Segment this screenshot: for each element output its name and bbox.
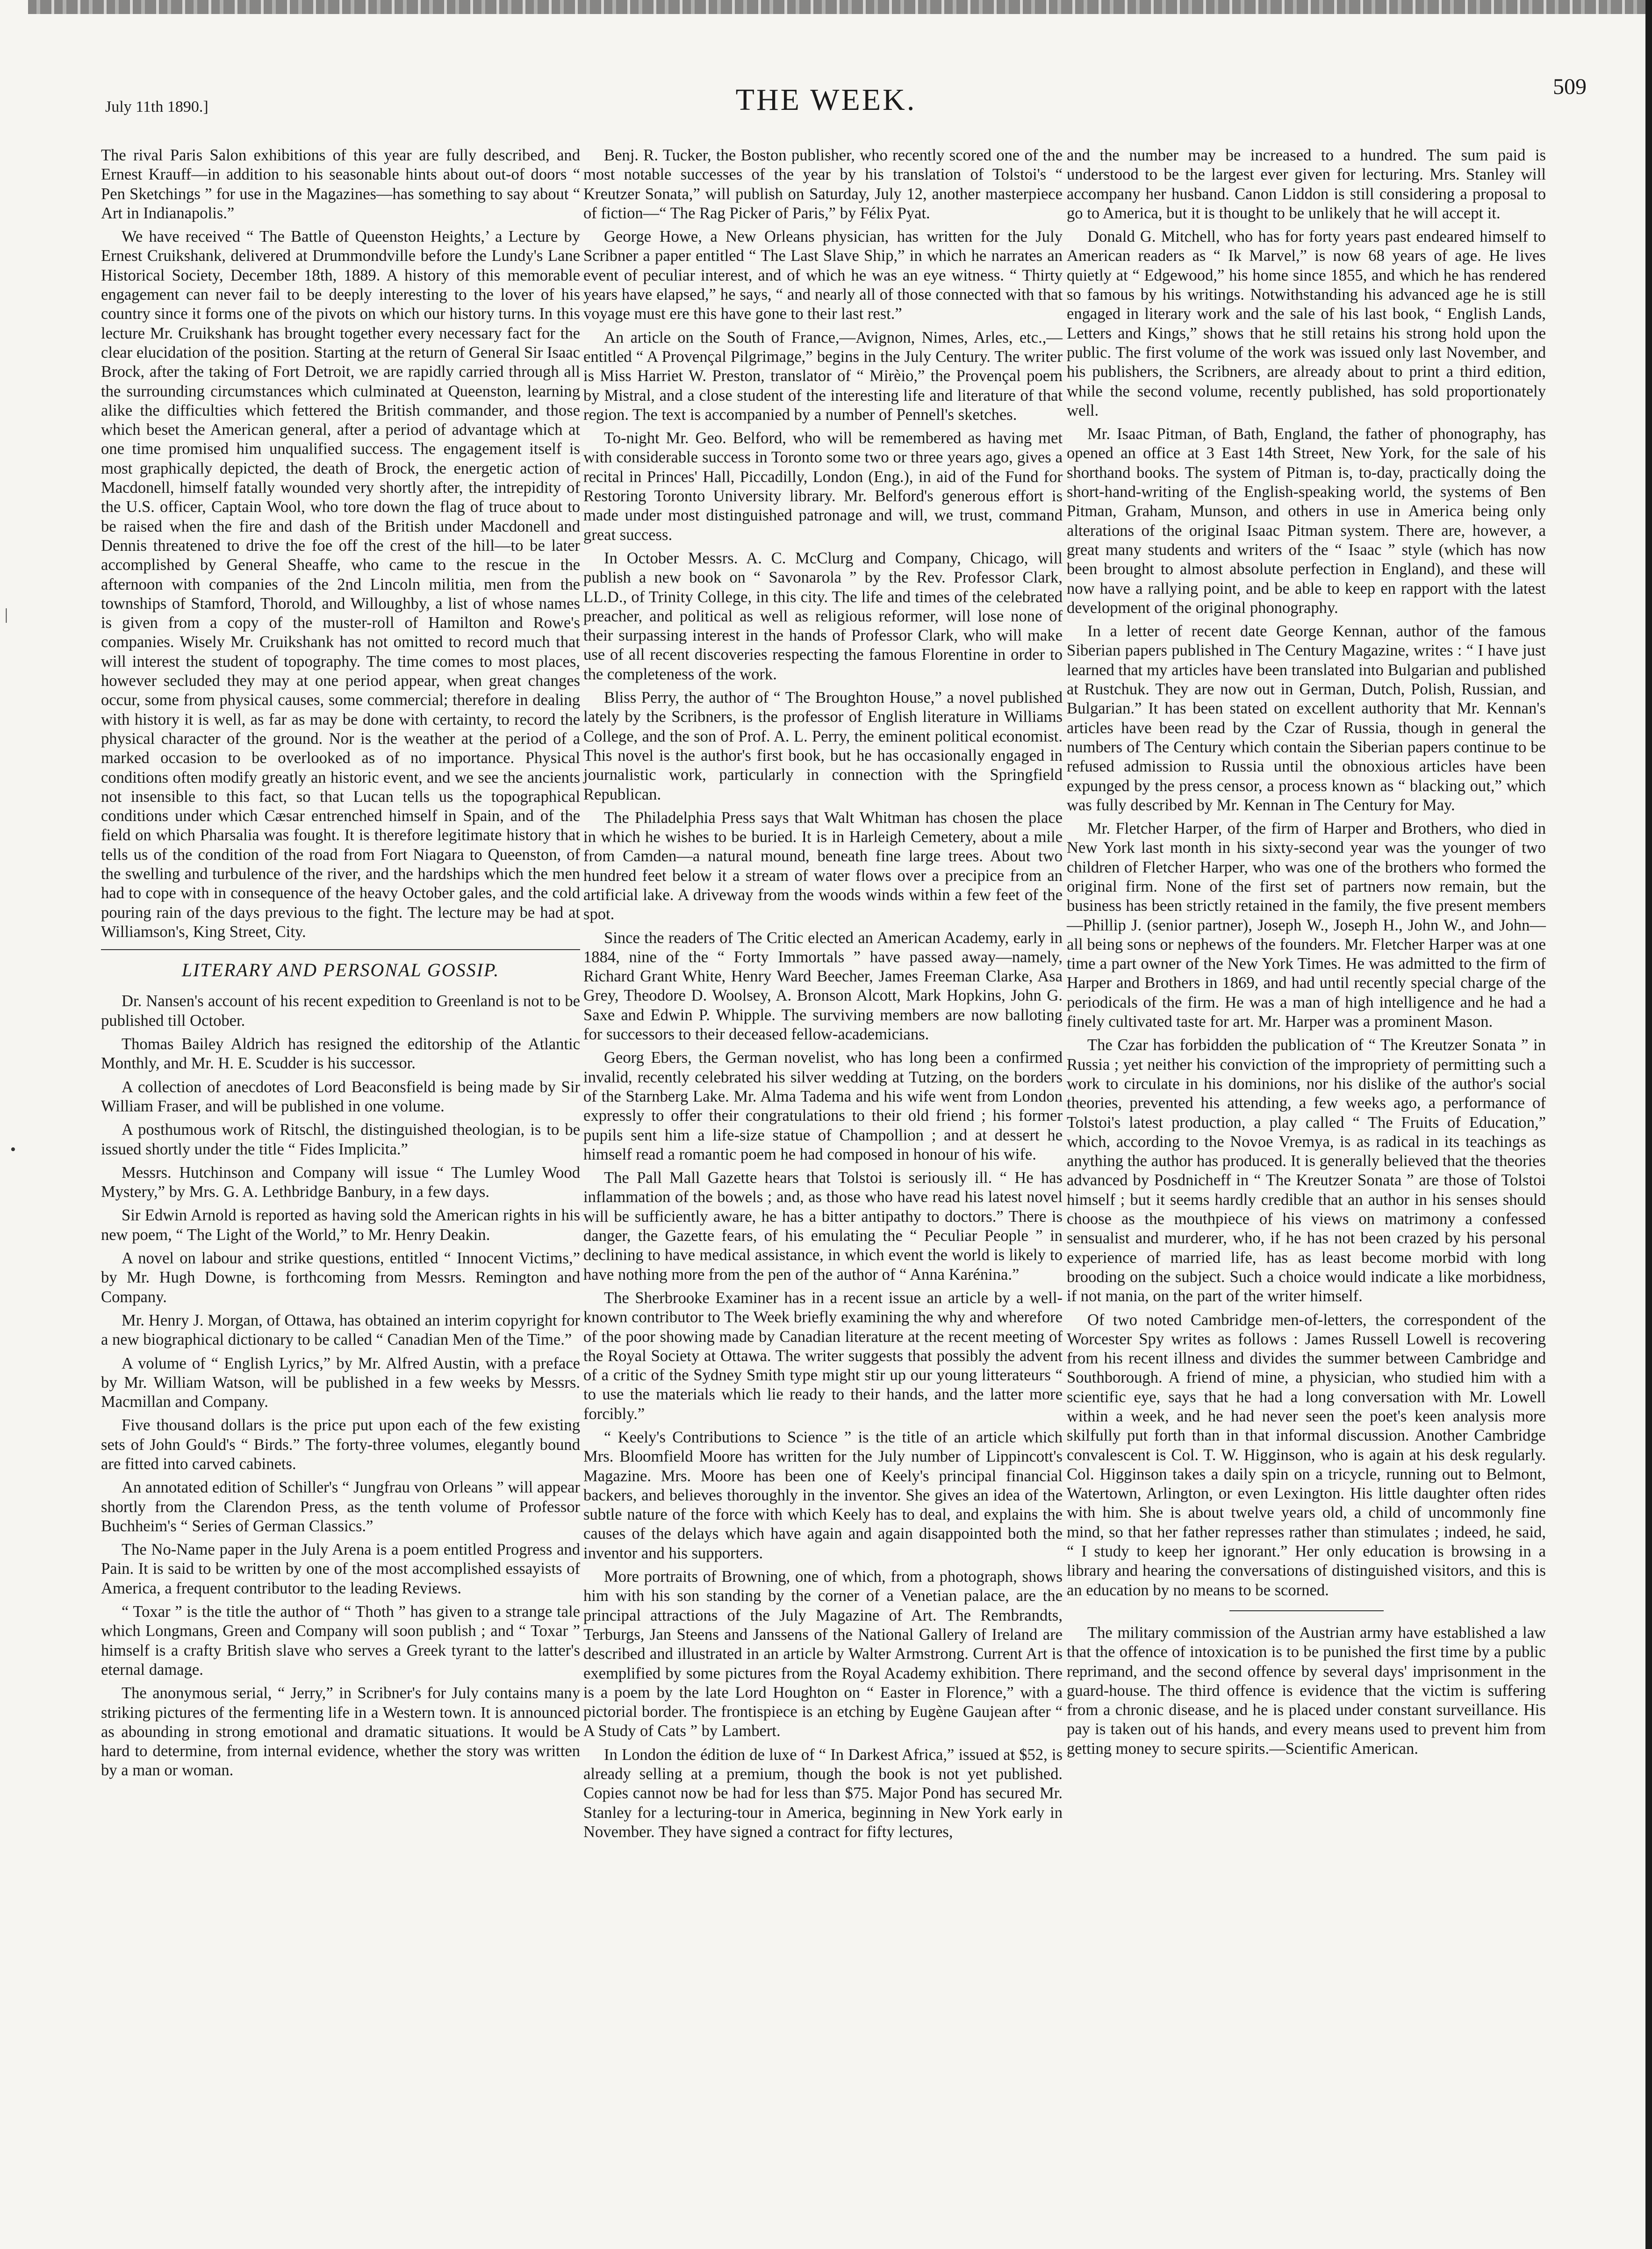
page-number: 509 — [1553, 74, 1587, 99]
paragraph: and the number may be increased to a hundred. The sum paid is understood to be the largest ever given for lecturing. Mrs. Stanley will accompany her husband. Canon Liddon is still considering a proposal to go to America, but it is thought to be unlikely that he will accept it. — [1067, 146, 1546, 222]
paragraph: In London the édition de luxe of “ In Darkest Africa,” issued at $52, is already selling at a premium, though the book is not yet published. Copies cannot now be had for less than $75. Major Pond has secured Mr. Stanley for a lecturing-tour in America, beginning in New York early in November. They have signed a contract for fifty lectures, — [583, 1745, 1063, 1841]
page-right-edge — [1645, 0, 1652, 2249]
paragraph: In a letter of recent date George Kennan, author of the famous Siberian papers published in The Century Magazine, writes : “ I have just learned that my articles have been translated into Bulgarian and published at Rustchuk. They are now out in German, Dutch, Polish, Russian, and Bulgarian.” It has been stated on excellent authority that Mr. Kennan's articles have been read by the Czar of Russia, though in general the numbers of The Century which contain the Siberian papers continue to be refused admission to Russia until the obnoxious articles have been expunged by the press censor, a process known as “ blacking out,” which was fully described by Mr. Kennan in The Century for May. — [1067, 622, 1546, 814]
paragraph: Thomas Bailey Aldrich has resigned the editorship of the Atlantic Monthly, and Mr. H. E. Scudder is his successor. — [101, 1035, 580, 1073]
margin-mark: • — [10, 1141, 16, 1158]
paragraph: Donald G. Mitchell, who has for forty years past endeared himself to American readers as “ Ik Marvel,” is now 68 years of age. He lives quietly at “ Edgewood,” his home since 1855, and which he has rendered so famous by his writings. Notwithstanding his advanced age he is still engaged in literary work and the sale of his last book, “ English Lands, Letters and Kings,” shows that he still retains his strong hold upon the public. The first volume of the work was issued only last November, and his publishers, the Scribners, are already about to print a third edition, while the second volume, recently published, has sold proportionately well. — [1067, 228, 1546, 419]
column-3 — [1067, 146, 1546, 1763]
paragraph: Mr. Henry J. Morgan, of Ottawa, has obtained an interim copyright for a new biographical dictionary to be called “ Canadian Men of the Time.” — [101, 1311, 580, 1349]
paragraph: We have received “ The Battle of Queenston Heights,’ a Lecture by Ernest Cruikshank, delivered at Drummondville before the Lundy's Lane Historical Society, December 18th, 1889. A history of this memorable engagement can never fail to be deeply interesting to the lover of his country since it forms one of the pivots on which our history turns. In this lecture Mr. Cruikshank has brought together every necessary fact for the clear elucidation of the position. Starting at the return of General Sir Isaac Brock, after the taking of Fort Detroit, we are rapidly carried through all the surrounding circumstances which culminated at Queenston, learning alike the difficulties which fettered the British commander, and those which beset the American general, after a period of advantage which at one time promised him unqualified success. The engagement itself is most graphically depicted, the death of Brock, the energetic action of Macdonell, himself fatally wounded very shortly after, the intrepidity of the U.S. officer, Captain Wool, who tore down the flag of truce about to be raised when the fire and dash of the British under Macdonell and Dennis threatened to drive the foe off the crest of the hill—to be later accomplished by General Sheaffe, who came to the rescue in the afternoon with companies of the 2nd Lincoln militia, men from the townships of Stamford, Thorold, and Willoughby, a list of whose names is given from a copy of the muster-roll of Hamilton and Rowe's companies. Wisely Mr. Cruikshank has not omitted to record much that will interest the student of topography. The time comes to most places, however secluded they may at one period appear, when great changes occur, some from physical causes, some commercial; therefore in dealing with history it is well, as far as may be done with certainty, to record the physical character of the ground. Nor is the weather at the period of a marked occasion to be overlooked as of no importance. Physical conditions often modify greatly an historic event, and we see the ancients not insensible to this fact, so that Lucan tells us the topographical conditions under which Cæsar entrenched himself in Spain, and of the field on which Pharsalia was fought. It is therefore legitimate history that tells us of the condition of the road from Fort Niagara to Queenston, of the swelling and turbulence of the river, and the hardships which the men had to cope with in consequence of the heavy October gales, and the cold pouring rain of the days previous to the fight. The lecture may be had at Williamson's, King Street, City. — [101, 228, 580, 941]
paragraph: The Czar has forbidden the publication of “ The Kreutzer Sonata ” in Russia ; yet neither his conviction of the impropriety of permitting such a work to circulate in his dominions, nor his dislike of the author's social theories, prevented his attending, a few weeks ago, a performance of Tolstoi's latest production, a play called “ The Fruits of Education,” which, according to the Novoe Vremya, is as radical in its teachings as anything the author has produced. It is generally believed that the theories advanced by Posdnicheff in “ The Kreutzer Sonata ” are those of Tolstoi himself ; but it seems hardly credible that an author in his senses should choose as the mouthpiece of his views on matrimony a confessed sensualist and murderer, who, if he has not been crazed by his personal experience of married life, has as least become morbid with long brooding on the subject. Such a choice would indicate a like morbidness, if not mania, on the part of the writer himself. — [1067, 1036, 1546, 1305]
paragraph: Georg Ebers, the German novelist, who has long been a confirmed invalid, recently celebrated his silver wedding at Tutzing, on the borders of the Starnberg Lake. Mr. Alma Tadema and his wife went from London expressly to offer their congratulations to their old friend ; his former pupils sent him a life-size statue of Champollion ; and at dessert he himself read a romantic poem he had composed in honour of his wife. — [583, 1049, 1063, 1163]
paragraph: “ Toxar ” is the title the author of “ Thoth ” has given to a strange tale which Longmans, Green and Company will soon publish ; and “ Toxar ” himself is a crafty British slave who serves a Greek tyrant to the latter's eternal damage. — [101, 1603, 580, 1679]
paragraph: George Howe, a New Orleans physician, has written for the July Scribner a paper entitled “ The Last Slave Ship,” in which he narrates an event of peculiar interest, and of which he was an eye witness. “ Thirty years have elapsed,” he says, “ and nearly all of those connected with that voyage must ere this have gone to their last rest.” — [583, 228, 1063, 323]
paragraph: The Pall Mall Gazette hears that Tolstoi is seriously ill. “ He has inflammation of the bowels ; and, as those who have read his latest novel will be sufficiently aware, he has a bitter antipathy to doctors.” There is danger, the Gazette fears, of his emulating the “ Peculiar People ” in declining to have medical assistance, in which event the world is likely to have nothing more from the pen of the author of “ Anna Karénina.” — [583, 1169, 1063, 1283]
margin-mark: | — [5, 606, 8, 623]
paragraph: The No-Name paper in the July Arena is a poem entitled Progress and Pain. It is said to be written by one of the most accomplished essayists of America, a frequent contributor to the leading Reviews. — [101, 1541, 580, 1597]
paragraph: Bliss Perry, the author of “ The Broughton House,” a novel published lately by the Scribners, is the professor of English literature in Williams College, and the son of Prof. A. L. Perry, the eminent political economist. This novel is the author's first book, but he has occasionally engaged in journalistic work, particularly in connection with the Springfield Republican. — [583, 689, 1063, 803]
paragraph: Messrs. Hutchinson and Company will issue “ The Lumley Wood Mystery,” by Mrs. G. A. Lethbridge Banbury, in a few days. — [101, 1163, 580, 1201]
paragraph: Five thousand dollars is the price put upon each of the few existing sets of John Gould's “ Birds.” The forty-three volumes, elegantly bound are fitted into carved cabinets. — [101, 1416, 580, 1473]
paragraph: Since the readers of The Critic elected an American Academy, early in 1884, nine of the “ Forty Immortals ” have passed away—namely, Richard Grant White, Henry Ward Beecher, James Freeman Clarke, Asa Grey, Theodore D. Woolsey, A. Bronson Alcott, Mark Hopkins, John G. Saxe and Edwin P. Whipple. The surviving members are now balloting for successors to their deceased fellow-academicians. — [583, 929, 1063, 1044]
column-1 — [101, 146, 580, 1785]
issue-date: July 11th 1890.] — [105, 98, 208, 115]
paragraph: A novel on labour and strike questions, entitled “ Innocent Victims,” by Mr. Hugh Downe, is forthcoming from Messrs. Remington and Company. — [101, 1249, 580, 1306]
paragraph: In October Messrs. A. C. McClurg and Company, Chicago, will publish a new book on “ Savonarola ” by the Rev. Professor Clark, LL.D., of Trinity College, in this city. The life and times of the celebrated preacher, and political as well as religious reformer, will lose none of their surpassing interest in the hands of Professor Clark, who will make use of all recent discoveries respecting the famous Florentine in order to the completeness of the work. — [583, 549, 1063, 683]
paragraph: The Philadelphia Press says that Walt Whitman has chosen the place in which he wishes to be buried. It is in Harleigh Cemetery, about a mile from Camden—a natural mound, beneath fine large trees. About two hundred feet below it a stream of water flows over a precipice from an artificial lake. A driveway from the woods winds within a few feet of the spot. — [583, 808, 1063, 923]
paragraph: The Sherbrooke Examiner has in a recent issue an article by a well-known contributor to The Week briefly examining the why and wherefore of the poor showing made by Canadian literature at the recent meeting of the Royal Society at Ottawa. The writer suggests that possibly the advent of a critic of the Sydney Smith type might stir up our young litterateurs “ to use the materials which lie ready to their hands, and the latter more forcibly.” — [583, 1289, 1063, 1423]
paragraph: “ Keely's Contributions to Science ” is the title of an article which Mrs. Bloomfield Moore has written for the July number of Lippincott's Magazine. Mrs. Moore has been one of Keely's principal financial backers, and believes thoroughly in the inventor. She gives an idea of the subtle nature of the force with which Keely has to deal, and explains the causes of the delays which have again and again disappointed both the inventor and his supporters. — [583, 1428, 1063, 1562]
paragraph: Mr. Isaac Pitman, of Bath, England, the father of phonography, has opened an office at 3 East 14th Street, New York, for the sale of his shorthand books. The system of Pitman is, to-day, practically doing the short-hand-writing of the English-speaking world, the systems of Ben Pitman, Graham, Munson, and others in use in America being only alterations of the original Isaac Pitman system. There are, however, a great many students and writers of the “ Isaac ” style (which has now been brought to almost absolute perfection in England), and these will now have a rallying point, and be able to keep en rapport with the latest development of the original phonography. — [1067, 425, 1546, 617]
column-2 — [583, 146, 1063, 1846]
paragraph: The rival Paris Salon exhibitions of this year are fully described, and Ernest Krauff—in addition to his seasonable hints about out-of doors “ Pen Sketchings ” for use in the Magazines—has something to say about “ Art in Indianapolis.” — [101, 146, 580, 222]
paragraph: A collection of anecdotes of Lord Beaconsfield is being made by Sir William Fraser, and will be published in one volume. — [101, 1078, 580, 1115]
page-header — [0, 0, 1652, 154]
paragraph: Benj. R. Tucker, the Boston publisher, who recently scored one of the most notable successes of the year by his translation of Tolstoi's “ Kreutzer Sonata,” will publish on Saturday, July 12, another masterpiece of fiction—“ The Rag Picker of Paris,” by Félix Pyat. — [583, 146, 1063, 222]
paragraph: Of two noted Cambridge men-of-letters, the correspondent of the Worcester Spy writes as follows : James Russell Lowell is recovering from his recent illness and divides the summer between Cambridge and Southborough. A friend of mine, a physician, who studied him with a scientific eye, says that he had a long conversation with Mr. Lowell within a week, and he had never seen the poet's keen analysis more skilfully put forth than in that informal discussion. Another Cambridge convalescent is Col. T. W. Higginson, who is again at his desk regularly. Col. Higginson takes a daily spin on a tricycle, running out to Belmont, Watertown, Arlington, or even Lexington. His little daughter often rides with him. She is about twelve years old, a child of uncommonly fine mind, so that her father represses rather than stimulates ; indeed, he said, “ I study to keep her ignorant.” Her only education is browsing in a library and hearing the conversations of distinguished visitors, and this is an education by no means to be scorned. — [1067, 1311, 1546, 1599]
paragraph: The military commission of the Austrian army have established a law that the offence of intoxication is to be punished the first time by a public reprimand, and the second offence by several days' imprisonment in the guard-house. The third offence is evidence that the victim is suffering from a chronic disease, and he is placed under constant surveillance. His pay is taken out of his hands, and every means used to prevent him from getting money to secure spirits.—Scientific American. — [1067, 1623, 1546, 1758]
paragraph: Mr. Fletcher Harper, of the firm of Harper and Brothers, who died in New York last month in his sixty-second year was the younger of two children of Fletcher Harper, who was one of the brothers who formed the original firm. None of the first set of partners now remain, but the business has been strictly retained in the family, the five present members—Phillip J. (senior partner), Joseph W., Joseph H., John W., and John—all being sons or nephews of the founders. Mr. Fletcher Harper was at one time a part owner of the New York Times. He was admitted to the firm of Harper and Brothers in 1869, and had until recently special charge of the periodicals of the firm. He was a man of high intelligence and he had a finely cultivated taste for art. Mr. Harper was a prominent Mason. — [1067, 820, 1546, 1031]
paragraph: An article on the South of France,—Avignon, Nimes, Arles, etc.,—entitled “ A Provençal Pilgrimage,” begins in the July Century. The writer is Miss Harriet W. Preston, translator of “ Mirèio,” the Provençal poem by Mistral, and a close student of the interesting life and literature of that region. The text is accompanied by a number of Pennell's sketches. — [583, 328, 1063, 424]
paragraph: To-night Mr. Geo. Belford, who will be remembered as having met with considerable success in Toronto some two or three years ago, gives a recital in Princes' Hall, Piccadilly, London (Eng.), in aid of the Fund for Restoring Toronto University library. Mr. Belford's generous effort is made under most distinguished patronage and will, we trust, command great success. — [583, 429, 1063, 544]
paragraph: Dr. Nansen's account of his recent expedition to Greenland is not to be published till October. — [101, 992, 580, 1030]
paragraph: The anonymous serial, “ Jerry,” in Scribner's for July contains many striking pictures of the fermenting life in a Western town. It is announced as abounding in strong emotional and dramatic situations. It would be hard to determine, from internal evidence, whether the story was written by a man or woman. — [101, 1684, 580, 1780]
divider — [1229, 1610, 1384, 1611]
paragraph: An annotated edition of Schiller's “ Jungfrau von Orleans ” will appear shortly from the Clarendon Press, as the tenth volume of Professor Buchheim's “ Series of German Classics.” — [101, 1478, 580, 1535]
paragraph: Sir Edwin Arnold is reported as having sold the American rights in his new poem, “ The Light of the World,” to Mr. Henry Deakin. — [101, 1206, 580, 1244]
paragraph: More portraits of Browning, one of which, from a photograph, shows him with his son standing by the corner of a Venetian palace, are the principal attractions of the July Magazine of Art. The Rembrandts, Terburgs, Jan Steens and Janssens of the National Gallery of Ireland are described and illustrated in an article by Walter Armstrong. Current Art is exemplified by some pictures from the Royal Academy exhibition. There is a poem by the late Lord Houghton on “ Easter in Florence,” with a pictorial border. The frontispiece is an etching by Eugène Gaujean after “ A Study of Cats ” by Lambert. — [583, 1568, 1063, 1740]
section-heading: LITERARY AND PERSONAL GOSSIP. — [101, 949, 580, 980]
paragraph: A posthumous work of Ritschl, the distinguished theologian, is to be issued shortly under the title “ Fides Implicita.” — [101, 1121, 580, 1158]
paragraph: A volume of “ English Lyrics,” by Mr. Alfred Austin, with a preface by Mr. William Watson, will be published in a few weeks by Messrs. Macmillan and Company. — [101, 1354, 580, 1411]
masthead: THE WEEK. — [735, 83, 917, 117]
